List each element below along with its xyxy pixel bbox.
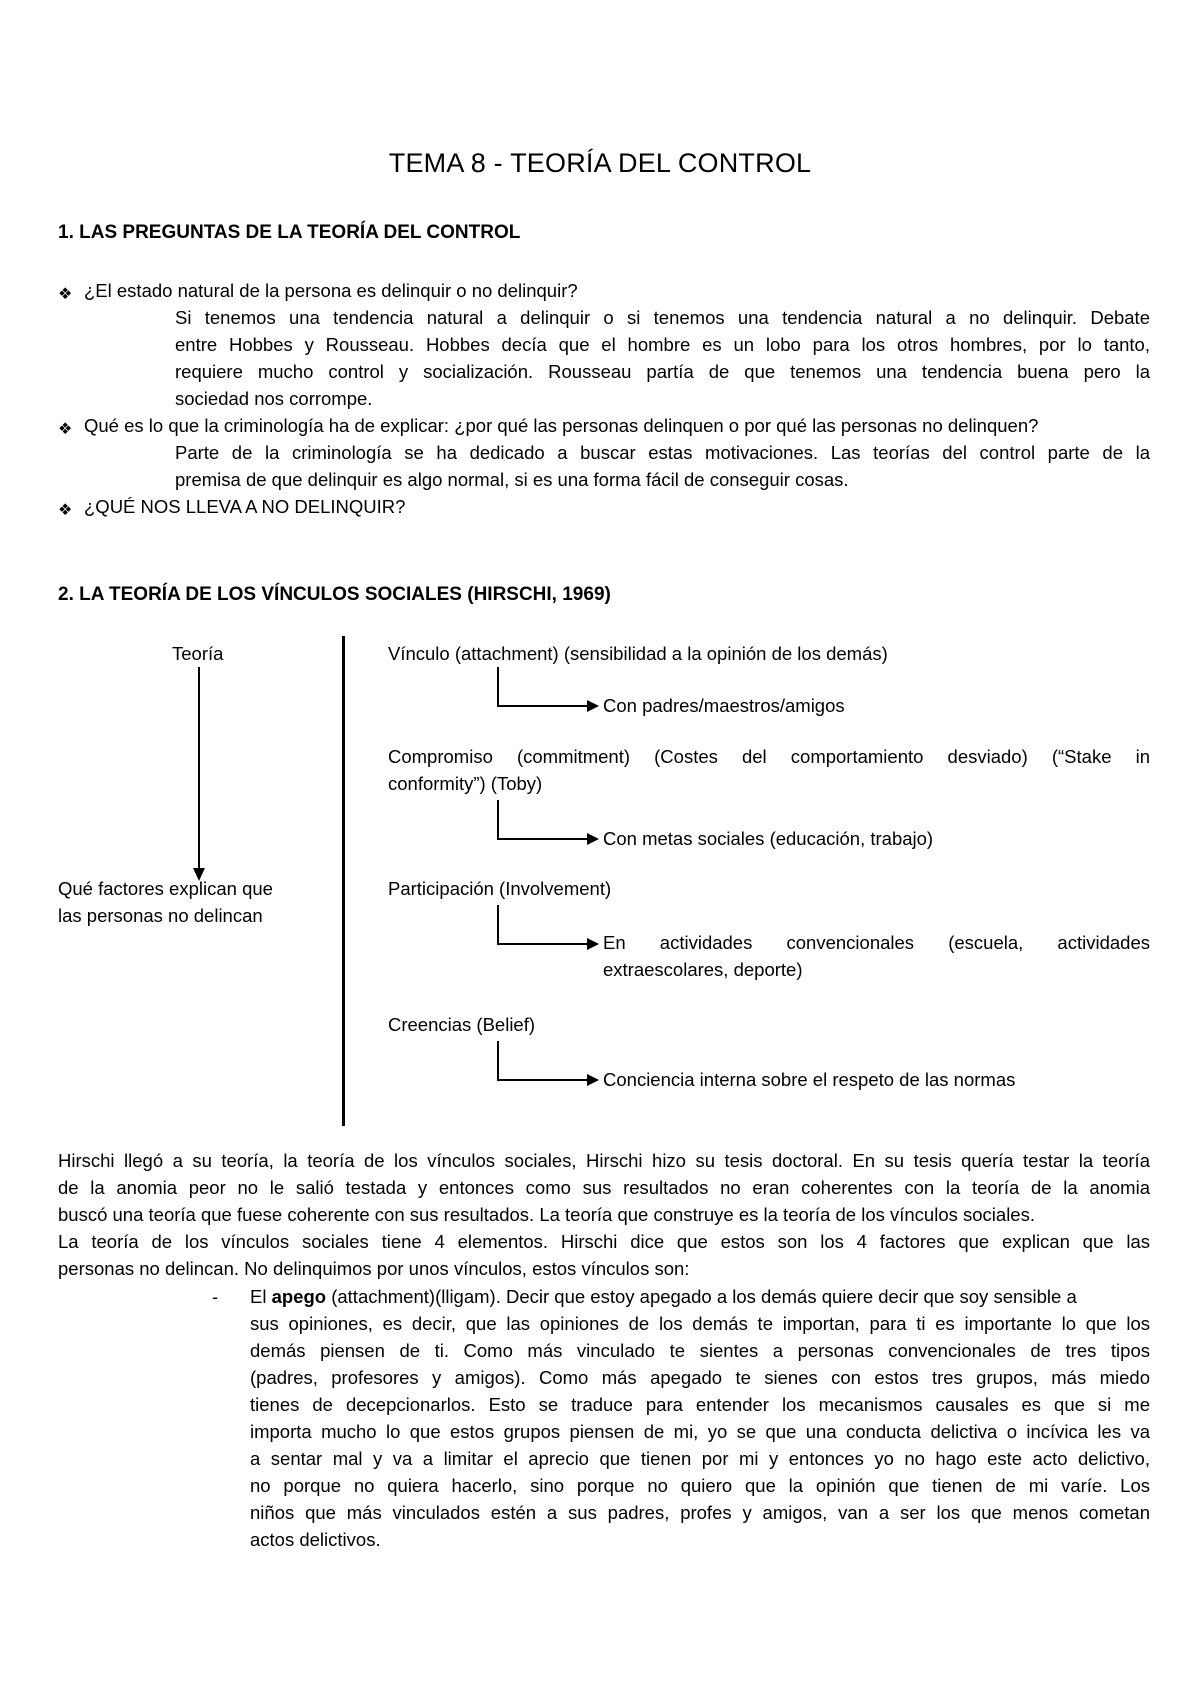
connector-vertical xyxy=(497,800,499,840)
connector-vertical xyxy=(497,667,499,707)
bond-attachment-label: Vínculo (attachment) (sensibilidad a la opinión de los demás) xyxy=(388,643,888,664)
connector-vertical xyxy=(497,905,499,945)
question-2-body-line: Parte de la criminología se ha dedicado a buscar estas motivaciones. Las teorías del control parte de la xyxy=(175,442,1150,463)
bullet-diamond-icon: ❖ xyxy=(58,286,73,303)
section-2-heading: 2. LA TEORÍA DE LOS VÍNCULOS SOCIALES (HIRSCHI, 1969) xyxy=(58,584,611,605)
question-1-body-line: entre Hobbes y Rousseau. Hobbes decía que el hombre es un lobo para los otros hombres, por lo tanto, xyxy=(175,334,1150,355)
question-1: ¿El estado natural de la persona es delinquir o no delinquir? xyxy=(84,280,578,301)
list-item-line: actos delictivos. xyxy=(250,1529,381,1550)
question-1-body-line: requiere mucho control y socialización. Rousseau partía de que tenemos una tendencia buena pero la xyxy=(175,361,1150,382)
paragraph-line: buscó una teoría que fuese coherente con sus resultados. La teoría que construye es la teoría de los vínculos sociales. xyxy=(58,1204,1035,1225)
list-item-line: niños que más vinculados estén a sus padres, profes y amigos, van a ser los que menos cometan xyxy=(250,1502,1150,1523)
list-item-line: no porque no quiera hacerlo, sino porque no quiero que la opinión que tienen de mi varíe. Los xyxy=(250,1475,1150,1496)
connector-horizontal xyxy=(497,705,589,707)
diagram-question-line: Qué factores explican que xyxy=(58,878,273,899)
bond-commitment-result: Con metas sociales (educación, trabajo) xyxy=(603,828,934,849)
page-title: TEMA 8 - TEORÍA DEL CONTROL xyxy=(388,148,812,178)
bullet-diamond-icon: ❖ xyxy=(58,421,73,438)
connector-vertical xyxy=(497,1041,499,1081)
bond-commitment-label: Compromiso (commitment) (Costes del comportamiento desviado) (“Stake in xyxy=(388,746,1150,767)
list-item-line: sus opiniones, es decir, que las opiniones de los demás te importan, para ti es importante lo que los xyxy=(250,1313,1150,1334)
paragraph-line: de la anomia peor no le salió testada y entonces como sus resultados no eran coherentes con la teoría de la anomia xyxy=(58,1177,1150,1198)
paragraph-line: Hirschi llegó a su teoría, la teoría de los vínculos sociales, Hirschi hizo su tesis doctoral. En su tesis quería testar la teoría xyxy=(58,1150,1150,1171)
question-3: ¿QUÉ NOS LLEVA A NO DELINQUIR? xyxy=(84,496,406,517)
list-item-line: (padres, profesores y amigos). Como más apegado te sienes con estos tres grupos, más miedo xyxy=(250,1367,1150,1388)
bond-involvement-result: En actividades convencionales (escuela, actividades xyxy=(603,932,1150,953)
arrow-right-icon xyxy=(587,700,599,712)
connector-horizontal xyxy=(497,1079,589,1081)
bond-involvement-label: Participación (Involvement) xyxy=(388,878,612,899)
bond-involvement-result: extraescolares, deporte) xyxy=(603,959,803,980)
section-1-heading: 1. LAS PREGUNTAS DE LA TEORÍA DEL CONTROL xyxy=(58,222,521,243)
list-item-prefix: El xyxy=(250,1286,272,1307)
list-item-line: tienes de decepcionarlos. Esto se traduce para entender los mecanismos causales es que si me xyxy=(250,1394,1150,1415)
question-1-body-line: sociedad nos corrompe. xyxy=(175,388,373,409)
bond-attachment-result: Con padres/maestros/amigos xyxy=(603,695,845,716)
bullet-diamond-icon: ❖ xyxy=(58,502,73,519)
diagram-theory-label: Teoría xyxy=(172,643,224,664)
diagram-divider xyxy=(342,636,345,1126)
arrow-right-icon xyxy=(587,1074,599,1086)
connector-horizontal xyxy=(497,943,589,945)
bond-belief-result: Conciencia interna sobre el respeto de las normas xyxy=(603,1069,1016,1090)
bond-belief-label: Creencias (Belief) xyxy=(388,1014,536,1035)
paragraph-line: personas no delincan. No delinquimos por unos vínculos, estos vínculos son: xyxy=(58,1258,690,1279)
question-2: Qué es lo que la criminología ha de explicar: ¿por qué las personas delinquen o por qué las personas no delinquen? xyxy=(84,415,1039,436)
list-item-first-text: (attachment)(lligam). Decir que estoy apegado a los demás quiere decir que soy sensible a xyxy=(326,1286,1077,1307)
question-2-body-line: premisa de que delinquir es algo normal, si es una forma fácil de conseguir cosas. xyxy=(175,469,849,490)
arrow-right-icon xyxy=(587,833,599,845)
diagram-down-arrow-shaft xyxy=(198,667,200,870)
diagram-question-line: las personas no delincan xyxy=(58,905,263,926)
bond-commitment-label: conformity”) (Toby) xyxy=(388,773,543,794)
list-item-first-line xyxy=(250,1286,1077,1308)
question-1-body-line: Si tenemos una tendencia natural a delinquir o si tenemos una tendencia natural a no delinquir. Debate xyxy=(175,307,1150,328)
arrow-right-icon xyxy=(587,938,599,950)
list-item-line: a sentar mal y va a limitar el aprecio que tienen por mi y entonces yo no hago este acto delictivo, xyxy=(250,1448,1150,1469)
connector-horizontal xyxy=(497,838,589,840)
list-item-line: importa mucho lo que estos grupos piensen de mi, yo se que una conducta delictiva o incívica les va xyxy=(250,1421,1150,1442)
list-item-keyword: apego xyxy=(271,1286,327,1307)
list-item-line: demás piensen de ti. Como más vinculado te sientes a personas convencionales de tres tipos xyxy=(250,1340,1150,1361)
paragraph-line: La teoría de los vínculos sociales tiene 4 elementos. Hirschi dice que estos son los 4 factores que explican que las xyxy=(58,1231,1150,1252)
list-dash: - xyxy=(212,1286,219,1307)
